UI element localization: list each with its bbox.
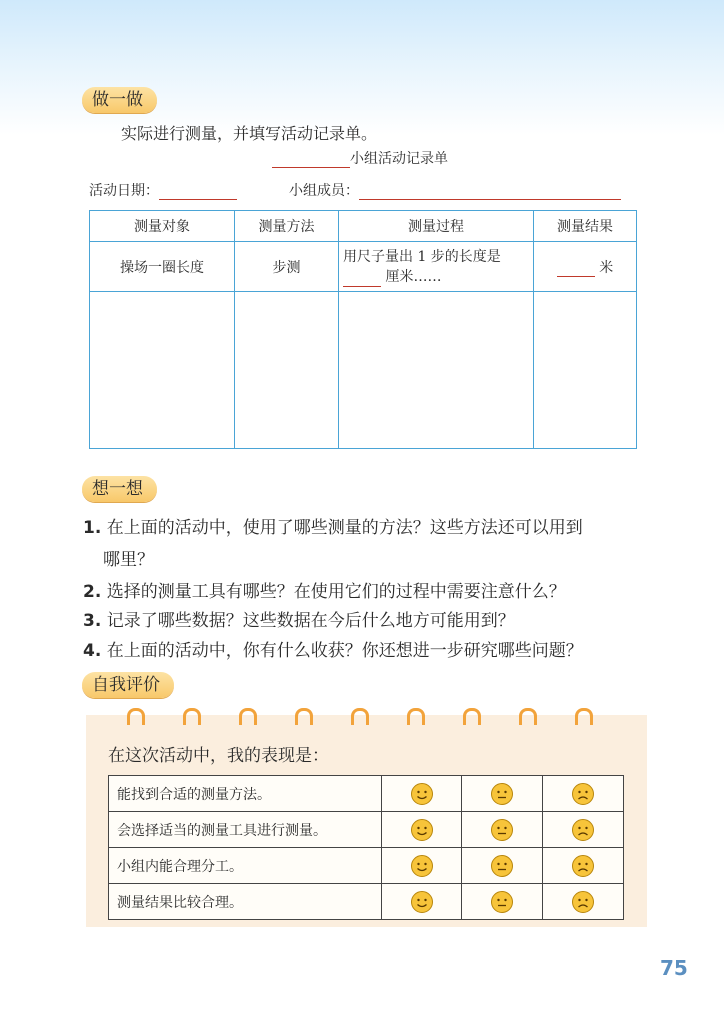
frown-face-option[interactable] bbox=[543, 812, 624, 848]
smile-face-option[interactable] bbox=[381, 884, 462, 920]
activity-intro: 实际进行测量，并填写活动记录单。 bbox=[121, 124, 378, 143]
smile-face-icon bbox=[410, 854, 434, 878]
activity-record-table bbox=[89, 210, 637, 449]
smile-face-icon bbox=[410, 818, 434, 842]
frown-face-option[interactable] bbox=[543, 848, 624, 884]
question-3: 3. 记录了哪些数据？这些数据在今后什么地方可能用到？ bbox=[83, 611, 515, 631]
ring-icon bbox=[575, 708, 593, 725]
section-badge-think: 想一想 bbox=[82, 476, 157, 502]
neutral-face-icon bbox=[490, 818, 514, 842]
ring-icon bbox=[127, 708, 145, 725]
neutral-face-icon bbox=[490, 782, 514, 806]
evaluation-table bbox=[108, 775, 624, 920]
evaluation-prompt: 在这次活动中，我的表现是： bbox=[108, 746, 329, 766]
page-number: 75 bbox=[660, 956, 688, 980]
members-blank[interactable] bbox=[359, 199, 621, 200]
ring-icon bbox=[295, 708, 313, 725]
question-2: 2. 选择的测量工具有哪些？在使用它们的过程中需要注意什么？ bbox=[83, 582, 566, 602]
ring-icon bbox=[239, 708, 257, 725]
smile-face-option[interactable] bbox=[381, 776, 462, 812]
evaluation-row bbox=[109, 812, 624, 848]
evaluation-row bbox=[109, 848, 624, 884]
neutral-face-icon bbox=[490, 854, 514, 878]
empty-cell[interactable] bbox=[534, 292, 637, 449]
evaluation-item: 测量结果比较合理。 bbox=[109, 884, 382, 920]
step-length-blank[interactable] bbox=[343, 286, 381, 287]
question-4: 4. 在上面的活动中，你有什么收获？你还想进一步研究哪些问题？ bbox=[83, 641, 583, 661]
frown-face-option[interactable] bbox=[543, 884, 624, 920]
empty-cell[interactable] bbox=[90, 292, 235, 449]
neutral-face-option[interactable] bbox=[462, 884, 543, 920]
question-1: 1. 在上面的活动中，使用了哪些测量的方法？这些方法还可以用到 bbox=[83, 518, 583, 538]
ring-icon bbox=[519, 708, 537, 725]
frown-face-icon bbox=[571, 854, 595, 878]
header-result: 测量结果 bbox=[534, 211, 637, 242]
frown-face-icon bbox=[571, 818, 595, 842]
form-title: 小组活动记录单 bbox=[272, 148, 448, 168]
question-1-cont: 哪里？ bbox=[103, 550, 154, 570]
evaluation-row bbox=[109, 776, 624, 812]
empty-cell[interactable] bbox=[339, 292, 534, 449]
section-badge-self-evaluation: 自我评价 bbox=[82, 672, 174, 698]
frown-face-option[interactable] bbox=[543, 776, 624, 812]
smile-face-icon bbox=[410, 782, 434, 806]
empty-cell[interactable] bbox=[235, 292, 339, 449]
section-badge-do: 做一做 bbox=[82, 87, 157, 113]
header-process: 测量过程 bbox=[339, 211, 534, 242]
ring-icon bbox=[407, 708, 425, 725]
header-method: 测量方法 bbox=[235, 211, 339, 242]
cell-object: 操场一圈长度 bbox=[90, 242, 235, 292]
neutral-face-option[interactable] bbox=[462, 848, 543, 884]
cell-result: 米 bbox=[534, 242, 637, 292]
neutral-face-option[interactable] bbox=[462, 812, 543, 848]
ring-icon bbox=[351, 708, 369, 725]
neutral-face-option[interactable] bbox=[462, 776, 543, 812]
evaluation-item: 会选择适当的测量工具进行测量。 bbox=[109, 812, 382, 848]
smile-face-icon bbox=[410, 890, 434, 914]
cell-method: 步测 bbox=[235, 242, 339, 292]
group-members: 小组成员： bbox=[289, 180, 621, 200]
ring-icon bbox=[463, 708, 481, 725]
frown-face-icon bbox=[571, 782, 595, 806]
neutral-face-icon bbox=[490, 890, 514, 914]
header-object: 测量对象 bbox=[90, 211, 235, 242]
evaluation-item: 小组内能合理分工。 bbox=[109, 848, 382, 884]
result-blank[interactable] bbox=[557, 276, 595, 277]
smile-face-option[interactable] bbox=[381, 848, 462, 884]
smile-face-option[interactable] bbox=[381, 812, 462, 848]
ring-icon bbox=[183, 708, 201, 725]
group-name-blank[interactable] bbox=[272, 167, 350, 168]
evaluation-item: 能找到合适的测量方法。 bbox=[109, 776, 382, 812]
evaluation-row bbox=[109, 884, 624, 920]
date-blank[interactable] bbox=[159, 199, 237, 200]
activity-date: 活动日期： bbox=[89, 180, 237, 200]
cell-process: 用尺子量出 1 步的长度是 厘米…… bbox=[339, 242, 534, 292]
frown-face-icon bbox=[571, 890, 595, 914]
